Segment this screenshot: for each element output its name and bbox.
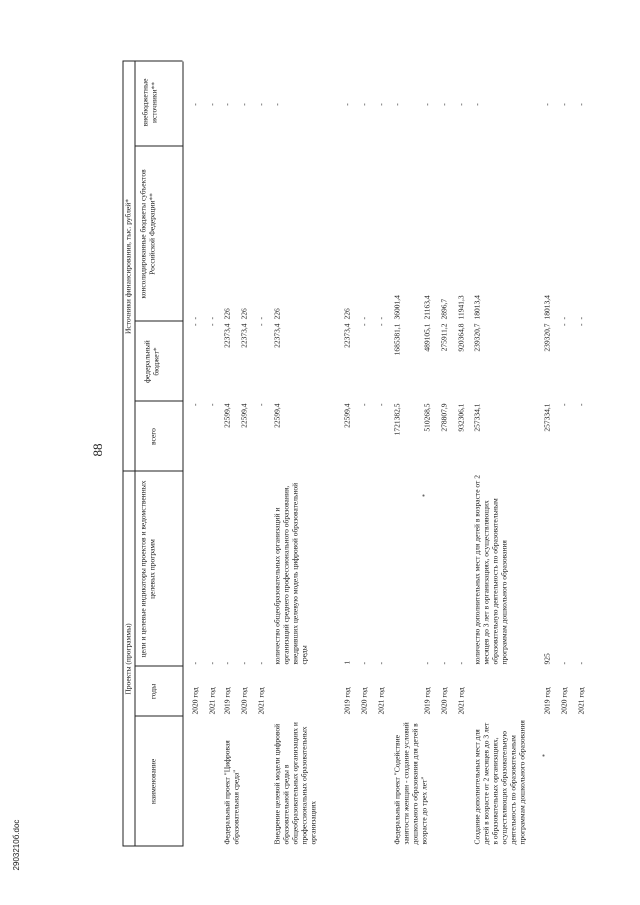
cell-extra: - [207,102,217,106]
cell-total: - [207,403,217,406]
funding-table [123,61,593,846]
cell-year: 2021 год [456,686,466,714]
cell-total: - [190,403,200,406]
cell-goal: - [207,661,217,664]
cell-extra: - [239,102,249,106]
cell-regional: - [376,316,386,319]
cell-regional: - [559,316,569,319]
cell-extra: - [422,102,432,106]
cell-regional: 226 [222,307,232,319]
cell-goal: - [576,661,586,664]
cell-regional: 226 [342,307,352,319]
cell-year: 2021 год [207,686,217,714]
cell-federal: - [559,323,569,326]
cell-name: Федеральный проект "Содействие занятости женщин - создание условий дошкольного образования для детей в возрасте до трех лет" [392,721,429,844]
cell-regional: 226 [272,307,282,319]
col-regional-header: консолидированные бюджеты субъектов Российской Федерации** [138,168,157,299]
cell-regional: 18013,4 [472,294,482,319]
cell-extra: - [559,102,569,106]
cell-goal: - [239,661,249,664]
cell-goal: - [422,661,432,664]
cell-regional: 21163,4 [422,294,432,319]
cell-federal: 920364,8 [456,323,466,352]
cell-year: 2021 год [576,686,586,714]
cell-name: Внедрение целевой модели цифровой образовательной среды в общеобразовательных организациях и профессиональных образовательных организациях [272,721,318,844]
cell-goal: - [439,661,449,664]
cell-total: 1721382,5 [392,403,402,435]
cell-goal: 925 [542,652,552,664]
cell-regional: 226 [239,307,249,319]
cell-total: - [256,403,266,406]
cell-goal: 1 [342,660,352,664]
cell-extra: - [376,102,386,106]
cell-extra: - [342,102,352,106]
cell-total: 257334,1 [472,403,482,432]
col-extra-header: внебюджетные источники** [140,78,159,126]
cell-year: 2019 год [222,686,232,714]
cell-goal: - [376,661,386,664]
cell-total: - [576,403,586,406]
cell-name: Федеральный проект "Цифровая образовательная среда" [222,739,241,844]
cell-extra: - [222,102,232,106]
cell-year: 2020 год [190,686,200,714]
col-federal-header: федеральный бюджет* [142,339,161,383]
cell-extra: - [576,102,586,106]
cell-regional: 11941,3 [456,294,466,319]
cell-regional: - [359,316,369,319]
cell-regional: - [190,316,200,319]
cell-total: 22599,4 [239,403,249,428]
cell-extra: - [190,102,200,106]
col-years-header: годы [148,683,158,699]
cell-goal: - [222,661,232,664]
cell-name: Создание дополнительных мест для детей в возрасте от 2 месяцев до 3 лет в образовательных организациях, осуществляющих образовательную деятельность по образовательным программам дошкольного образования [472,719,527,844]
cell-federal: 489105,1 [422,323,432,352]
cell-federal: 22373,4 [222,323,232,348]
cell-regional: - [576,316,586,319]
cell-extra: - [272,102,282,106]
cell-total: 932306,1 [456,403,466,432]
cell-year: 2020 год [359,686,369,714]
cell-federal: 22373,4 [272,323,282,348]
cell-goal: количество дополнительных мест для детей в возрасте от 2 месяцев до 3 лет в организациях, осуществляющих образовательную деятельность по образовательным программам дошкольного образования [472,474,509,664]
cell-year: 2020 год [239,686,249,714]
cell-federal: 22373,4 [342,323,352,348]
page-number: 88 [90,443,105,457]
cell-year: 2019 год [422,686,432,714]
cell-goal: - [256,661,266,664]
file-name: 2903210б.doc [12,819,21,871]
col-total-header: всего [148,427,158,445]
cell-goal: - [359,661,369,664]
cell-year: 2021 год [376,686,386,714]
cell-year: 2020 год [559,686,569,714]
cell-total: - [376,403,386,406]
cell-federal: 1685381,1 [392,323,402,355]
cell-year: 2019 год [342,686,352,714]
cell-total: 22599,4 [222,403,232,428]
cell-federal: 275911,2 [439,323,449,351]
cell-total: 22599,4 [342,403,352,428]
cell-extra: - [392,102,402,106]
cell-goal: - [190,661,200,664]
cell-year: 2021 год [256,686,266,714]
cell-extra: - [439,102,449,106]
cell-goal: количество общеобразовательных организаций и организаций среднего профессионального образования, внедривших целевую модель цифровой образовательной среды [272,482,309,664]
cell-total: 278807,9 [439,403,449,432]
cell-goal: - [559,661,569,664]
cell-federal: - [359,323,369,326]
cell-extra: - [256,102,266,106]
cell-extra: - [359,102,369,106]
col-goals-header: цели и целевые индикаторы проектов и ведомственных целевых программ [138,479,157,658]
cell-regional: 36001,4 [392,294,402,319]
funding-group-header: Источники финансирования, тыс. рублей* [123,198,133,334]
cell-total: - [559,403,569,406]
cell-total: - [359,403,369,406]
cell-regional: - [207,316,217,319]
cell-federal: 239320,7 [472,323,482,352]
cell-year: 2019 год [542,686,552,714]
cell-federal: 239320,7 [542,323,552,352]
cell-year: 2020 год [439,686,449,714]
cell-goal: - [456,661,466,664]
cell-regional: 2896,7 [439,298,449,319]
cell-extra: - [472,102,482,106]
cell-total: 510268,5 [422,403,432,432]
cell-total: 257334,1 [542,403,552,432]
cell-regional: 18013,4 [542,294,552,319]
cell-federal: - [576,323,586,326]
col-name-header: наименование [148,758,158,804]
cell-regional: - [256,316,266,319]
cell-federal: - [256,323,266,326]
cell-federal: 22373,4 [239,323,249,348]
cell-total: 22599,4 [272,403,282,428]
cell-extra: - [542,102,552,106]
cell-federal: - [376,323,386,326]
cell-federal: - [207,323,217,326]
cell-federal: - [190,323,200,326]
cell-extra: - [456,102,466,106]
projects-group-header: Проекты (программы) [123,622,133,695]
